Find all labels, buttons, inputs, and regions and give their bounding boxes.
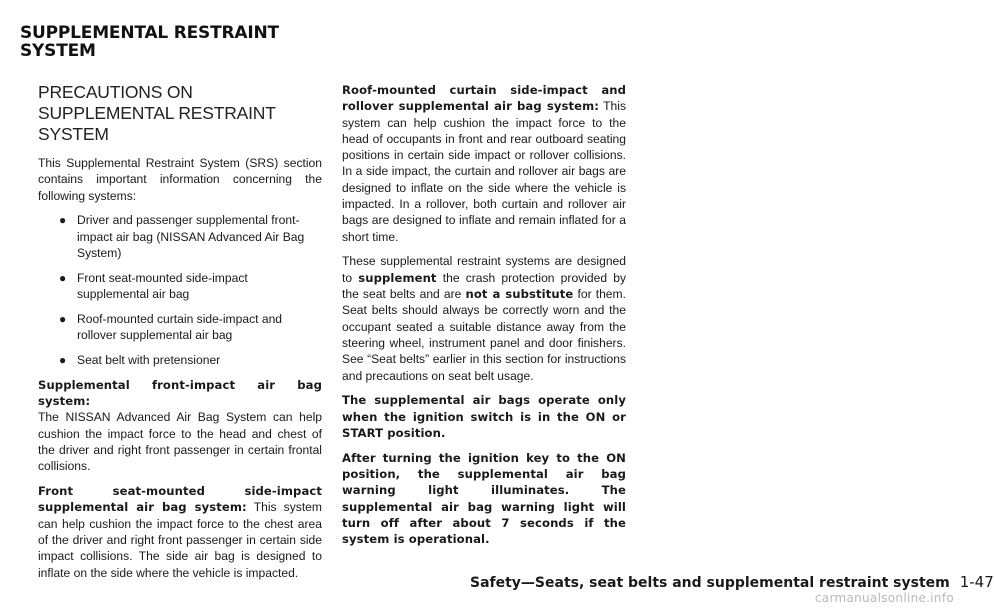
footer-title: Safety—Seats, seat belts and supplemental restraint system (470, 575, 950, 591)
list-item-text: Seat belt with pretensioner (77, 352, 221, 367)
side-impact-paragraph (38, 483, 322, 581)
side-impact-label: Front seat-mounted side-impact supplemental air bag system: (38, 484, 322, 515)
supplement-paragraph (342, 253, 626, 383)
supplement-bold-1: supplement (358, 270, 437, 285)
bullet-icon: ● (59, 311, 67, 326)
section-title (20, 24, 279, 60)
intro-paragraph: This Supplemental Restraint System (SRS) section contains important information concerning the following systems: (38, 156, 322, 203)
curtain-text: This system can help cushion the impact force to the head of occupants in front and rear outboard seating positions in certain side impact or rollover collisions. In a side impact, the curtain and rollover air bags are designed to inflate on the side where the vehicle is impacted. In a rollover, both curtain and rollover air bags are designed to inflate and remain inflated for a short time. (342, 99, 626, 244)
page-heading: PRECAUTIONS ON SUPPLEMENTAL RESTRAINT SYSTEM (38, 82, 276, 144)
watermark: carmanualsonline.info (814, 591, 954, 605)
list-item-text: Driver and passenger supplemental front-impact air bag (NISSAN Advanced Air Bag System) (77, 213, 305, 260)
page-number: 1-47 (959, 573, 994, 591)
supplement-text-3: for them. Seat belts should always be correctly worn and the occupant seated a suitable distance away from the steering wheel, instrument panel and door finishers. See “Seat belts” earlier in this section for instructions and precautions on seat belt usage. (342, 287, 626, 383)
warning-ignition: The supplemental air bags operate only when the ignition switch is in the ON or START position. (342, 393, 626, 440)
systems-list (38, 212, 322, 368)
list-item-text: Front seat-mounted side-impact supplemental air bag (77, 270, 248, 302)
list-item (38, 270, 322, 303)
front-impact-paragraph (38, 377, 322, 475)
front-impact-label: Supplemental front-impact air bag system: (38, 377, 322, 409)
list-item (38, 311, 322, 344)
bullet-icon: ● (59, 352, 67, 367)
side-impact-text: This system can help cushion the impact force to the chest area of the driver and right front passenger in certain side impact collisions. The side air bag is designed to inflate on the side where the vehicle is impacted. (38, 500, 322, 580)
section-title-line-2: SYSTEM (20, 41, 96, 61)
bullet-icon: ● (59, 213, 67, 228)
supplement-text-1: These supplemental restraint systems are designed to (342, 254, 626, 285)
front-impact-text: The NISSAN Advanced Air Bag System can help cushion the impact force to the head and chest of the driver and right front passenger in certain frontal collisions. (38, 410, 322, 474)
list-item-text: Roof-mounted curtain side-impact and rollover supplemental air bag (77, 311, 283, 343)
curtain-paragraph (342, 82, 626, 245)
curtain-label: Roof-mounted curtain side-impact and rollover supplemental air bag system: (342, 83, 626, 114)
list-item (38, 352, 322, 368)
section-title-line-1: SUPPLEMENTAL RESTRAINT (20, 23, 279, 43)
page-footer (470, 573, 994, 591)
left-column (38, 82, 322, 589)
supplement-text-2: the crash protection provided by the seat belts and are (342, 270, 626, 302)
bullet-icon: ● (59, 270, 67, 285)
right-column (342, 82, 626, 556)
list-item (38, 212, 322, 261)
warning-light: After turning the ignition key to the ON position, the supplemental air bag warning light illuminates. The supplemental air bag warning light will turn off after about 7 seconds if the system is operational. (342, 450, 626, 547)
supplement-bold-2: not a substitute (465, 287, 574, 302)
